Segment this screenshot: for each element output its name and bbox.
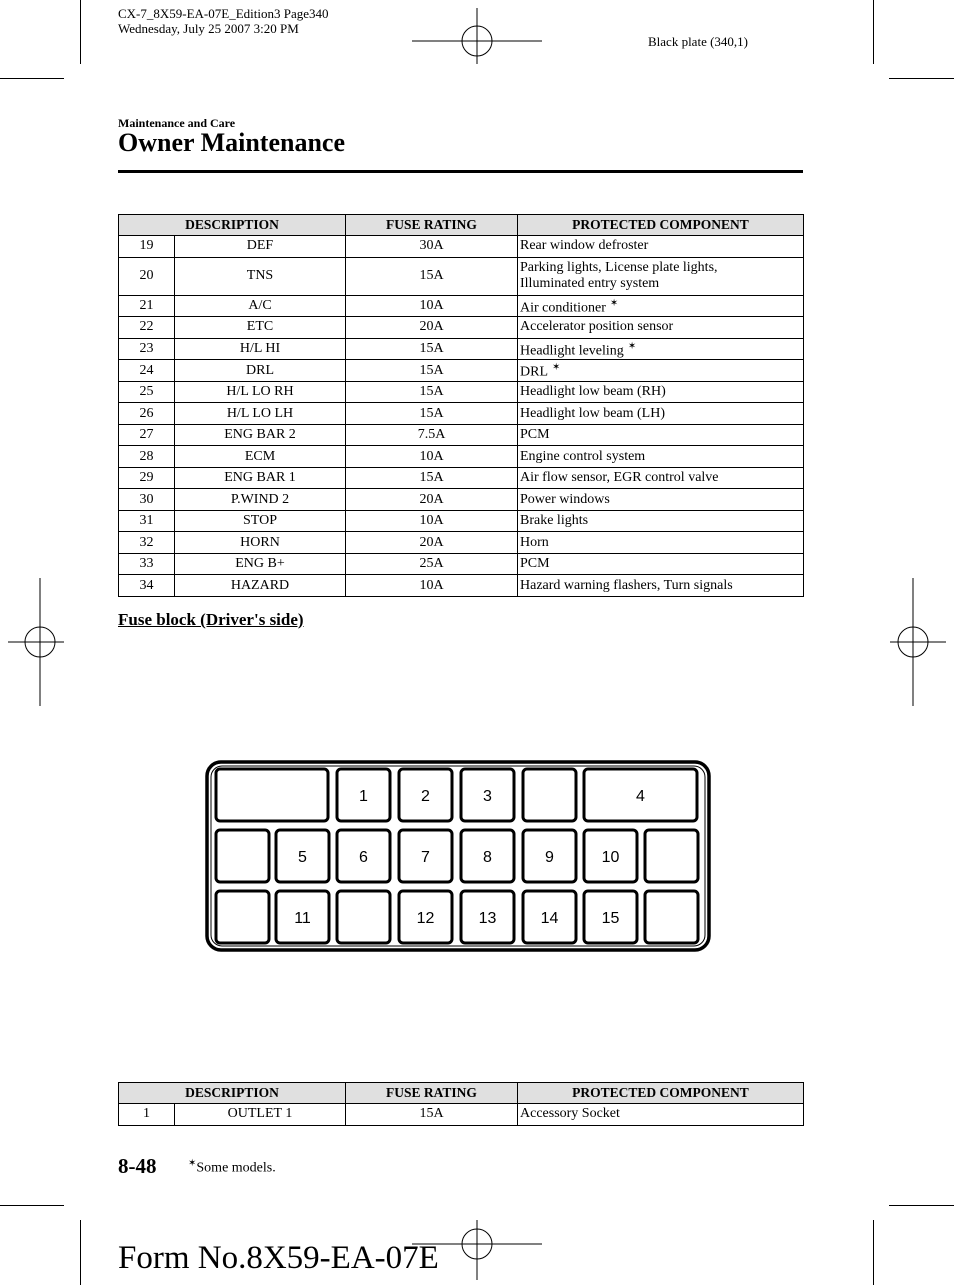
component-text: Air conditioner (520, 300, 606, 316)
protected-component (518, 575, 804, 597)
fuse-slot-label: 10 (601, 849, 620, 866)
fuse-description: H/L LO RH (175, 381, 346, 403)
header-description: DESCRIPTION (119, 1083, 346, 1104)
print-header-line1: CX-7_8X59-EA-07E_Edition3 Page340 (118, 6, 329, 21)
fuse-number: 29 (119, 467, 175, 489)
fuse-number: 24 (119, 360, 175, 382)
fuse-number: 25 (119, 381, 175, 403)
component-text-line2: Illuminated entry system (520, 276, 660, 291)
fuse-rating: 15A (346, 381, 518, 403)
fuse-slot-label: 2 (421, 788, 430, 805)
fuse-description: P.WIND 2 (175, 489, 346, 511)
fuse-slot-label: 11 (294, 910, 311, 927)
table-row (119, 295, 804, 317)
fuse-rating: 25A (346, 553, 518, 575)
footnote (188, 1158, 276, 1177)
star-icon: ✶ (188, 1158, 197, 1169)
fuse-rating: 7.5A (346, 424, 518, 446)
fuse-number: 27 (119, 424, 175, 446)
header-fuse-rating: FUSE RATING (346, 1083, 518, 1104)
plate-label: Black plate (340,1) (648, 34, 748, 49)
protected-component (518, 295, 804, 317)
component-text: Brake lights (520, 513, 589, 529)
component-text: Power windows (520, 491, 610, 507)
table-row (119, 510, 804, 532)
star-icon: ✶ (552, 362, 561, 374)
fuse-description: HORN (175, 532, 346, 554)
component-text: Parking lights, License plate lights, (520, 260, 718, 275)
protected-component (518, 360, 804, 382)
component-text: Horn (520, 534, 549, 550)
fuse-slot-label: 8 (483, 849, 492, 866)
protected-component (518, 424, 804, 446)
fuse-rating: 10A (346, 295, 518, 317)
protected-component (518, 381, 804, 403)
component-text: Accessory Socket (520, 1106, 620, 1122)
fuse-number: 21 (119, 295, 175, 317)
fuse-slot-label: 6 (359, 849, 368, 866)
fuse-slot-label: 15 (601, 910, 620, 927)
fuse-description: ETC (175, 317, 346, 339)
component-text: Rear window defroster (520, 238, 649, 254)
component-text: Engine control system (520, 448, 646, 464)
table-row (119, 489, 804, 511)
table-row (119, 446, 804, 468)
component-text: PCM (520, 556, 550, 572)
fuse-number: 26 (119, 403, 175, 425)
fuse-slot (216, 891, 269, 943)
print-header-line2: Wednesday, July 25 2007 3:20 PM (118, 21, 299, 36)
header-protected-component: PROTECTED COMPONENT (518, 215, 804, 236)
fuse-description: A/C (175, 295, 346, 317)
fuse-rating: 10A (346, 446, 518, 468)
fuse-slot-label: 14 (540, 910, 559, 927)
fuse-rating: 15A (346, 403, 518, 425)
component-text: Air flow sensor, EGR control valve (520, 470, 719, 486)
protected-component (518, 317, 804, 339)
component-text: Headlight leveling (520, 343, 624, 359)
fuse-slot (645, 830, 698, 882)
section-label: Maintenance and Care (118, 116, 236, 130)
component-text: DRL (520, 364, 548, 380)
fuse-description: DRL (175, 360, 346, 382)
protected-component (518, 1104, 804, 1126)
star-icon: ✶ (627, 340, 637, 352)
fuse-rating: 20A (346, 489, 518, 511)
protected-component (518, 338, 804, 360)
fuse-rating: 10A (346, 575, 518, 597)
table-row (119, 532, 804, 554)
fuse-rating: 15A (346, 338, 518, 360)
form-number: Form No.8X59-EA-07E (118, 1240, 439, 1276)
protected-component (518, 532, 804, 554)
fuse-slot (216, 769, 328, 821)
table-row (119, 317, 804, 339)
table-row (119, 236, 804, 258)
component-text: Headlight low beam (RH) (520, 384, 666, 400)
fuse-table-2 (118, 1082, 804, 1126)
fuse-rating: 20A (346, 532, 518, 554)
fuse-description: TNS (175, 257, 346, 295)
fuse-table-1 (118, 214, 804, 597)
fuse-slot-label: 3 (483, 788, 492, 805)
fuse-block-heading: Fuse block (Driver's side) (118, 610, 304, 629)
protected-component (518, 467, 804, 489)
table-header-row (119, 215, 804, 236)
table-row (119, 403, 804, 425)
fuse-rating: 15A (346, 1104, 518, 1126)
fuse-rating: 15A (346, 360, 518, 382)
table-header-row (119, 1083, 804, 1104)
fuse-rating: 15A (346, 257, 518, 295)
fuse-number: 28 (119, 446, 175, 468)
fuse-description: H/L LO LH (175, 403, 346, 425)
fuse-slot (337, 891, 390, 943)
fuse-number: 33 (119, 553, 175, 575)
fuse-description: OUTLET 1 (175, 1104, 346, 1126)
header-fuse-rating: FUSE RATING (346, 215, 518, 236)
fuse-number: 1 (119, 1104, 175, 1126)
fuse-description: ENG BAR 1 (175, 467, 346, 489)
fuse-number: 31 (119, 510, 175, 532)
fuse-number: 30 (119, 489, 175, 511)
header-protected-component: PROTECTED COMPONENT (518, 1083, 804, 1104)
star-icon: ✶ (609, 297, 619, 309)
fuse-slot-label: 13 (478, 910, 497, 927)
fuse-block-diagram (200, 755, 720, 960)
page-title: Owner Maintenance (118, 128, 345, 157)
fuse-number: 23 (119, 338, 175, 360)
fuse-number: 19 (119, 236, 175, 258)
table-row (119, 553, 804, 575)
fuse-number: 34 (119, 575, 175, 597)
fuse-rating: 10A (346, 510, 518, 532)
fuse-rating: 15A (346, 467, 518, 489)
table-row (119, 575, 804, 597)
protected-component (518, 236, 804, 258)
fuse-number: 32 (119, 532, 175, 554)
table-row (119, 338, 804, 360)
fuse-number: 20 (119, 257, 175, 295)
table-row (119, 381, 804, 403)
fuse-slot (523, 769, 576, 821)
fuse-description: HAZARD (175, 575, 346, 597)
fuse-description: DEF (175, 236, 346, 258)
fuse-slot-label: 5 (298, 849, 307, 866)
fuse-number: 22 (119, 317, 175, 339)
fuse-slot (216, 830, 269, 882)
fuse-description: H/L HI (175, 338, 346, 360)
table-row (119, 1104, 804, 1126)
component-text: Hazard warning flashers, Turn signals (520, 577, 733, 593)
fuse-slot-label: 1 (359, 788, 368, 805)
table-row (119, 424, 804, 446)
component-text: Accelerator position sensor (520, 319, 674, 335)
fuse-slot-label: 9 (545, 849, 554, 866)
protected-component (518, 403, 804, 425)
fuse-description: ENG BAR 2 (175, 424, 346, 446)
fuse-description: ENG B+ (175, 553, 346, 575)
fuse-description: ECM (175, 446, 346, 468)
fuse-rating: 20A (346, 317, 518, 339)
fuse-slot (645, 891, 698, 943)
fuse-slot-label: 7 (421, 849, 430, 866)
footnote-text: Some models. (196, 1160, 276, 1176)
fuse-slot-label: 4 (636, 788, 645, 805)
fuse-rating: 30A (346, 236, 518, 258)
fuse-description: STOP (175, 510, 346, 532)
protected-component (518, 510, 804, 532)
title-rule (118, 170, 803, 173)
table-row (119, 257, 804, 295)
table-row (119, 467, 804, 489)
component-text: PCM (520, 427, 550, 443)
page-number: 8-48 (118, 1154, 157, 1178)
component-text: Headlight low beam (LH) (520, 405, 666, 421)
protected-component (518, 446, 804, 468)
protected-component (518, 489, 804, 511)
table-row (119, 360, 804, 382)
protected-component (518, 257, 804, 295)
protected-component (518, 553, 804, 575)
header-description: DESCRIPTION (119, 215, 346, 236)
fuse-slot-label: 12 (416, 910, 435, 927)
